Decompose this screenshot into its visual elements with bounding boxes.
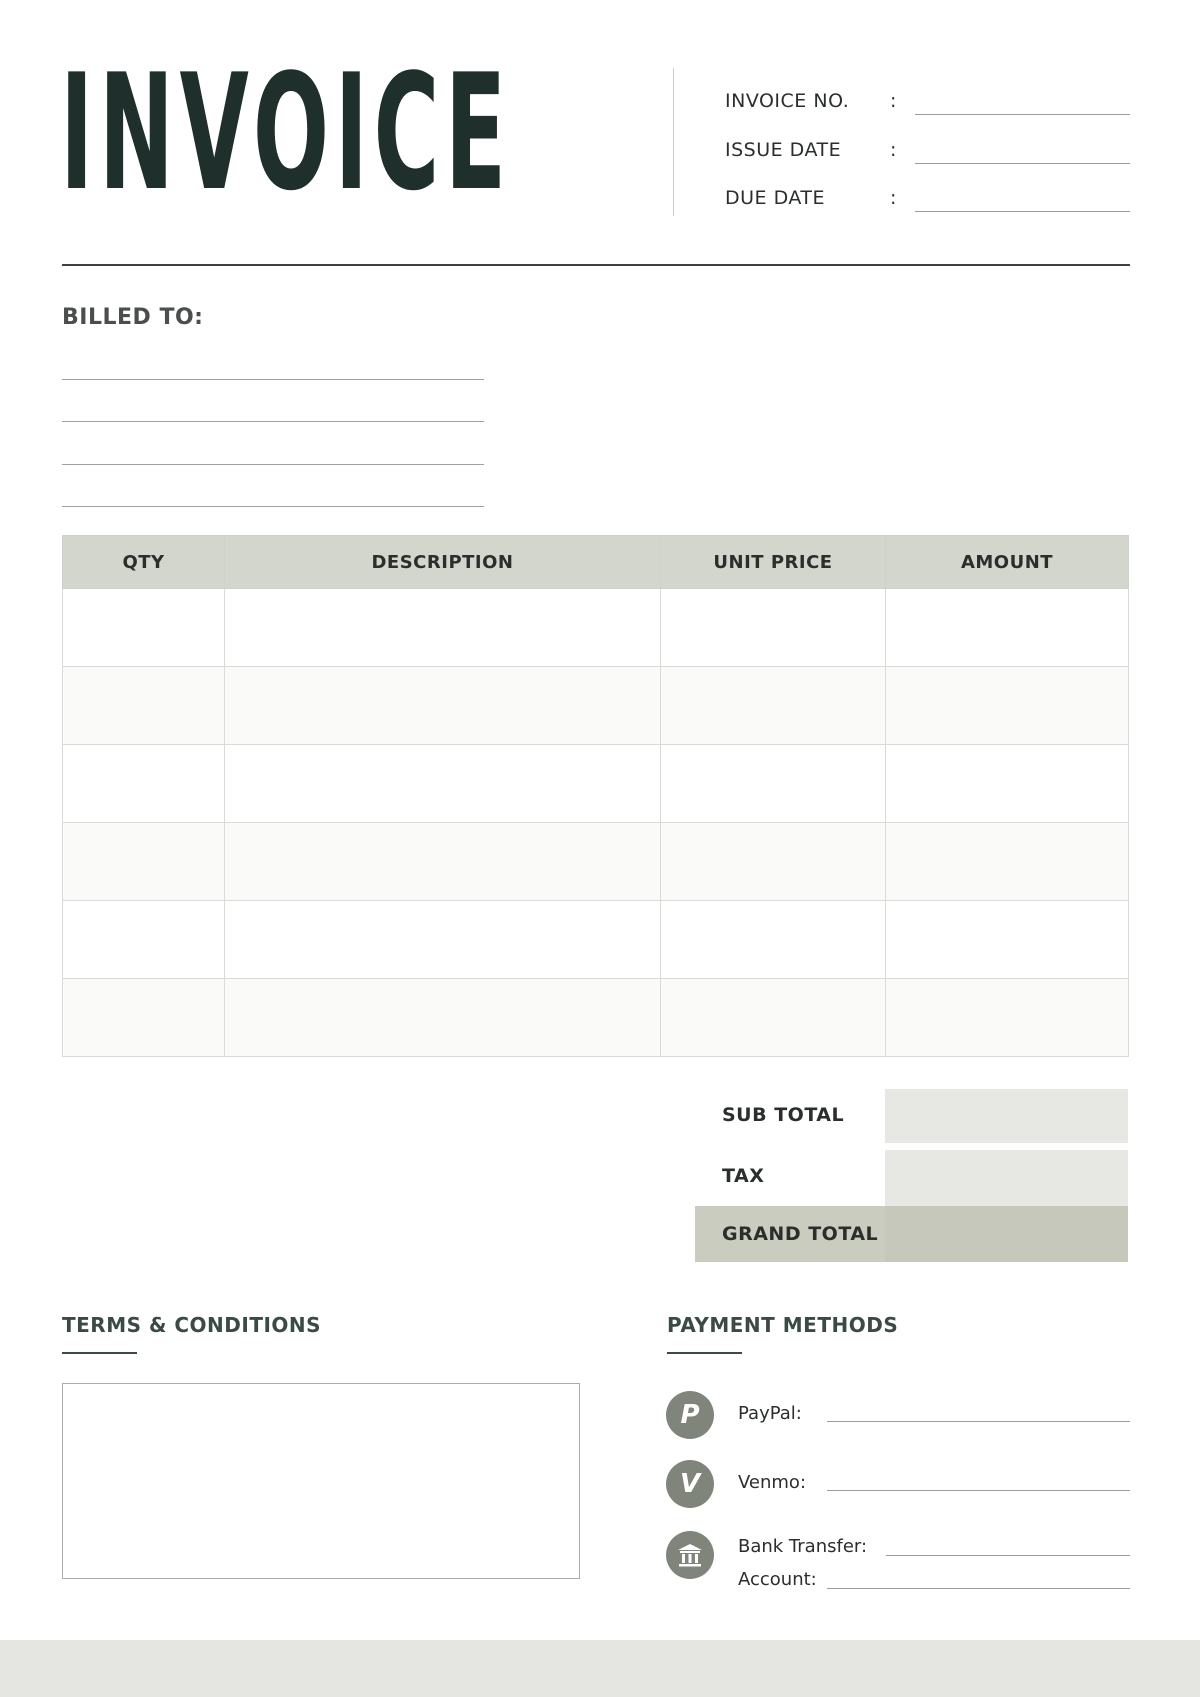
unit-price-cell[interactable] <box>661 823 886 901</box>
payment-underline <box>667 1352 742 1354</box>
billed-to-line-2[interactable] <box>64 397 482 421</box>
table-row <box>63 823 1129 901</box>
bank-transfer-line <box>886 1555 1130 1556</box>
amount-cell[interactable] <box>886 745 1129 823</box>
description-cell[interactable] <box>225 901 661 979</box>
qty-cell[interactable] <box>63 823 225 901</box>
description-cell[interactable] <box>225 589 661 667</box>
column-header-qty: QTY <box>63 536 225 589</box>
grand-total-label: GRAND TOTAL <box>722 1223 879 1245</box>
paypal-label: PayPal: <box>738 1403 802 1424</box>
due-date-line <box>915 211 1130 212</box>
terms-box[interactable] <box>62 1383 580 1579</box>
table-row <box>63 979 1129 1057</box>
terms-text <box>63 1384 579 1408</box>
table-row <box>63 901 1129 979</box>
issue-date-row <box>725 139 1130 169</box>
due-date-row <box>725 187 1130 217</box>
invoice-number-colon: : <box>890 90 897 112</box>
bank-transfer-value[interactable] <box>890 1534 1130 1554</box>
description-cell[interactable] <box>225 823 661 901</box>
column-header-description: DESCRIPTION <box>225 536 661 589</box>
items-table <box>62 535 1129 1057</box>
amount-cell[interactable] <box>886 589 1129 667</box>
account-value[interactable] <box>832 1567 1130 1587</box>
venmo-icon: V <box>666 1460 714 1508</box>
amount-cell[interactable] <box>886 979 1129 1057</box>
qty-cell[interactable] <box>63 745 225 823</box>
paypal-line <box>827 1421 1130 1422</box>
description-cell[interactable] <box>225 667 661 745</box>
billed-to-line-1[interactable] <box>64 354 482 378</box>
amount-cell[interactable] <box>886 823 1129 901</box>
table-row <box>63 667 1129 745</box>
paypal-icon: P <box>666 1391 714 1439</box>
description-cell[interactable] <box>225 979 661 1057</box>
billed-to-rule-1 <box>62 379 484 380</box>
account-line <box>827 1588 1130 1589</box>
unit-price-cell[interactable] <box>661 589 886 667</box>
bank-icon <box>666 1531 714 1579</box>
billed-to-rule-3 <box>62 464 484 465</box>
unit-price-cell[interactable] <box>661 745 886 823</box>
payment-heading: PAYMENT METHODS <box>667 1313 899 1337</box>
unit-price-cell[interactable] <box>661 667 886 745</box>
sub-total-label: SUB TOTAL <box>722 1104 845 1126</box>
amount-cell[interactable] <box>886 667 1129 745</box>
sub-total-value[interactable] <box>885 1089 1128 1143</box>
tax-value[interactable] <box>885 1150 1128 1206</box>
qty-cell[interactable] <box>63 667 225 745</box>
billed-to-rule-4 <box>62 506 484 507</box>
unit-price-cell[interactable] <box>661 979 886 1057</box>
issue-date-label: ISSUE DATE <box>725 139 842 161</box>
column-header-amount: AMOUNT <box>886 536 1129 589</box>
billed-to-line-4[interactable] <box>64 482 482 506</box>
qty-cell[interactable] <box>63 979 225 1057</box>
qty-cell[interactable] <box>63 589 225 667</box>
issue-date-line <box>915 163 1130 164</box>
unit-price-cell[interactable] <box>661 901 886 979</box>
billed-to-heading: BILLED TO: <box>62 305 204 330</box>
issue-date-colon: : <box>890 139 897 161</box>
invoice-number-row <box>725 90 1130 120</box>
table-header-row <box>63 536 1129 589</box>
bank-icon-glyph <box>676 1541 704 1569</box>
qty-cell[interactable] <box>63 901 225 979</box>
venmo-label: Venmo: <box>738 1472 807 1493</box>
account-label: Account: <box>738 1569 817 1590</box>
billed-to-rule-2 <box>62 421 484 422</box>
column-header-unit-price: UNIT PRICE <box>661 536 886 589</box>
table-row <box>63 589 1129 667</box>
grand-total-value[interactable] <box>885 1206 1128 1262</box>
venmo-value[interactable] <box>832 1469 1130 1489</box>
paypal-value[interactable] <box>832 1400 1130 1420</box>
terms-underline <box>62 1352 137 1354</box>
due-date-colon: : <box>890 187 897 209</box>
due-date-label: DUE DATE <box>725 187 826 209</box>
billed-to-line-3[interactable] <box>64 439 482 463</box>
table-row <box>63 745 1129 823</box>
invoice-number-line <box>915 114 1130 115</box>
header-divider <box>673 68 674 216</box>
tax-label: TAX <box>722 1165 765 1187</box>
header-rule <box>62 264 1130 266</box>
venmo-line <box>827 1490 1130 1491</box>
invoice-title: INVOICE <box>60 39 512 226</box>
description-cell[interactable] <box>225 745 661 823</box>
terms-heading: TERMS & CONDITIONS <box>62 1313 322 1337</box>
invoice-number-label: INVOICE NO. <box>725 90 850 112</box>
bank-transfer-label: Bank Transfer: <box>738 1536 868 1557</box>
footer-band <box>0 1640 1200 1697</box>
amount-cell[interactable] <box>886 901 1129 979</box>
